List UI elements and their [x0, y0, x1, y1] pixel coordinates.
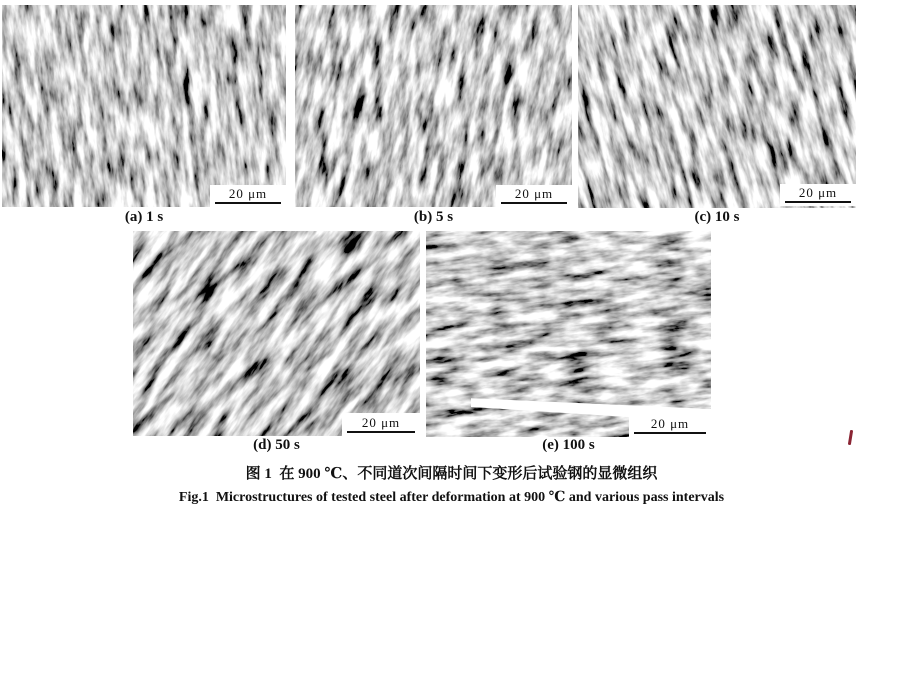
figure-caption-chinese: 图 1 在 900 ℃、不同道次间隔时间下变形后试验钢的显微组织: [245, 466, 658, 482]
scale-bar-line: [215, 202, 282, 204]
micrograph-panel-e: [426, 231, 711, 437]
scale-bar-line: [634, 432, 706, 434]
scale-bar-label: 20 μm: [798, 185, 838, 200]
micrograph-texture-a: [2, 5, 286, 207]
micrograph-texture-b: [295, 5, 572, 207]
scale-bar-b: [496, 185, 572, 207]
micrograph-panel-d: [133, 231, 420, 436]
scale-bar-label: 20 μm: [514, 186, 554, 201]
figure-caption-english: Fig.1 Microstructures of tested steel after deformation at 900 ℃ and various pass intervals: [178, 490, 725, 505]
micrograph-panel-a: [2, 5, 286, 207]
panel-label-c: (c) 10 s: [694, 209, 740, 225]
panel-label-a: (a) 1 s: [124, 209, 164, 225]
scale-bar-label: 20 μm: [228, 186, 268, 201]
micrograph-panel-b: [295, 5, 572, 207]
panel-label-e: (e) 100 s: [542, 437, 595, 453]
micrograph-texture-d: [133, 231, 420, 436]
micrograph-texture-c: [578, 5, 856, 208]
scale-bar-line: [501, 202, 568, 204]
scale-bar-label: 20 μm: [650, 416, 690, 431]
scale-bar-d: [342, 413, 420, 436]
panel-label-d: (d) 50 s: [253, 437, 300, 453]
micrograph-panel-c: [578, 5, 856, 208]
scale-bar-label: 20 μm: [361, 415, 401, 430]
scale-bar-a: [210, 185, 286, 207]
scale-bar-line: [347, 431, 416, 433]
panel-label-b: (b) 5 s: [413, 209, 454, 225]
stray-pen-mark: [848, 430, 853, 445]
scale-bar-e: [629, 415, 711, 437]
scale-bar-c: [780, 184, 856, 206]
scale-bar-line: [785, 201, 852, 203]
